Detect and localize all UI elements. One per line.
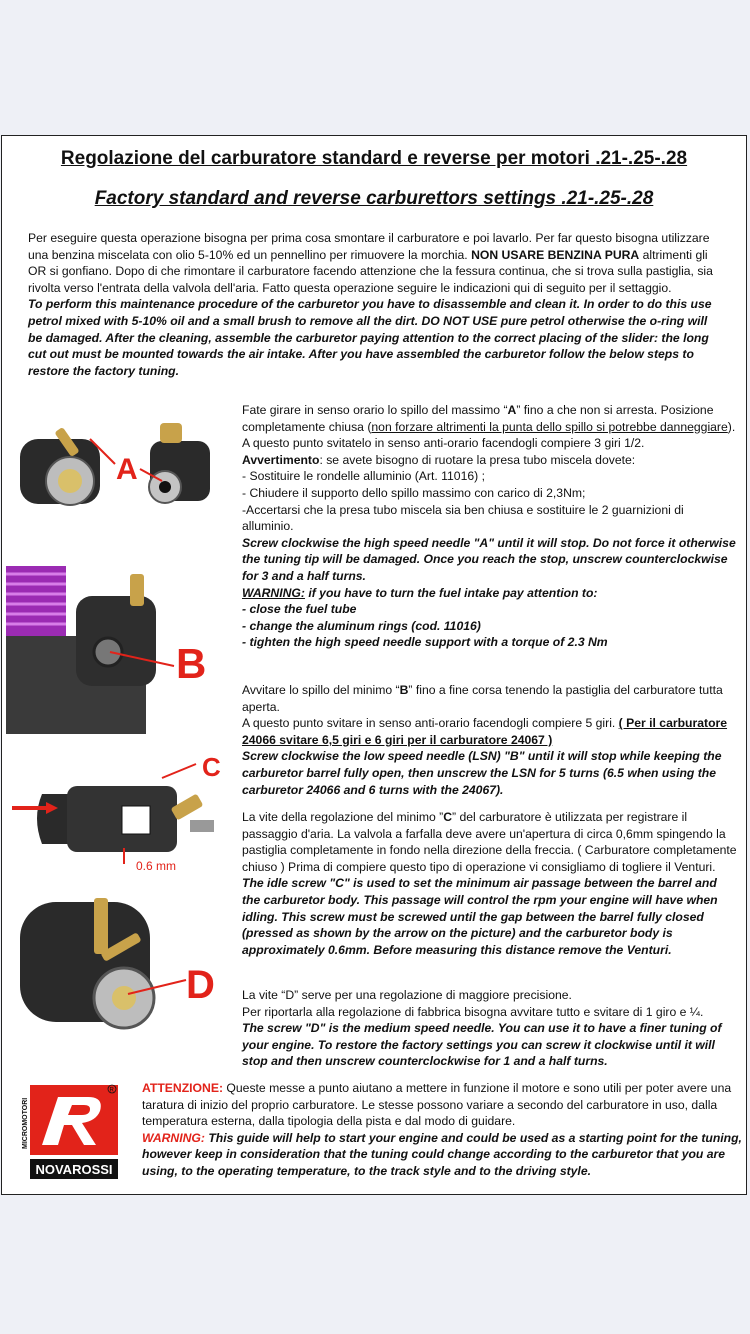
gap-measure-label: 0.6 mm (136, 859, 177, 873)
section-d-italian: La vite “D” serve per una regolazione di maggiore precisione. (242, 988, 572, 1002)
attention-section (142, 1080, 742, 1180)
section-d-english: The screw "D" is the medium speed needle. You can use it to have a finer tuning of your engine. To restore the factory settings you can screw it clockwise until it will stop and then unscrew counterclockwise for 1 and a half turns. (242, 1021, 722, 1069)
section-b-italian-2: A questo punto svitare in senso anti-orario facendogli compiere 5 giri. ( Per il carburatore 24066 svitare 6,5 giri e 6 giri per il carburatore 24067 ) (242, 716, 728, 747)
logo-brand-text: NOVAROSSI (35, 1162, 113, 1177)
section-c (242, 809, 738, 958)
warning-english-item: - close the fuel tube (242, 602, 357, 617)
figure-b-engine (6, 556, 236, 734)
section-b (242, 682, 738, 798)
warning-italian: Avvertimento: se avete bisogno di ruotare la presa tubo miscela dovete: (242, 452, 636, 467)
figure-c-carburetor (12, 748, 236, 874)
document-page (1, 135, 747, 1195)
warning-item: - Sostituire le rondelle alluminio (Art. 11016) ; (242, 469, 485, 484)
registered-mark: R (109, 1087, 114, 1094)
intro-italian: Per eseguire questa operazione bisogna per prima cosa smontare il carburatore e poi lavarlo. Per far questo bisogna utilizzare una benzina miscelata con olio 5-10% ed un pennellino per rimuovere la morchia. NON USARE BENZINA PURA altrimenti gli OR si gonfiano. Dopo di che rimontare il carburatore facendo attenzione che la fessura continua, che si trova sulla pastiglia, sia rivolta verso l'entrata della valvola dell'aria. Fatto questa operazione seguire le indicazioni qui di seguito per il settaggio. (28, 231, 713, 295)
warning-item: - Chiudere il supporto dello spillo massimo con carico di 2,3Nm; (242, 485, 586, 500)
section-b-english: Screw clockwise the low speed needle (LSN) "B" until it will stop while keeping the carburetor barrel fully open, then unscrew the LSN for 5 turns (6.5 when using the carburetor 24066 and 6 turns with the 24067). (242, 749, 722, 797)
novarossi-logo (18, 1079, 124, 1181)
section-d-italian-2: Per riportarla alla regolazione di fabbrica bisogna avvitare tutto e svitare di 1 giro e ¼. (242, 1004, 704, 1019)
label-d: D (186, 963, 215, 1007)
section-b-italian: Avvitare lo spillo del minimo “B” fino a fine corsa tenendo la pastiglia del carburatore tutta aperta. (242, 683, 723, 714)
figure-a-carburetors (10, 419, 236, 519)
attention-italian: ATTENZIONE: Queste messe a punto aiutano a mettere in funzione il motore e sono utili per poter avere una taratura di inizio del proprio carburatore. Le stesse possono variare a secondo del carburatore in uso, dalla temperatura esterna, dalla tipologia della pista e dal modo di guidare. (142, 1081, 732, 1129)
attention-english: WARNING: This guide will help to start your engine and could be used as a starting point for the tuning, however keep in consideration that the tuning could change according to the carburetor that you are using, to the operating temperature, to the track style and to the driving style. (142, 1130, 742, 1178)
logo-side-text: MICROMOTORI (22, 1097, 29, 1149)
section-c-italian: La vite della regolazione del minimo ”C” del carburatore è utilizzata per registrare il passaggio d'aria. La valvola a farfalla deve avere un'apertura di circa 0,6mm spingendo la pastiglia completamente in fondo nella direzione della freccia. ( Carburatore completamente chiuso ) Prima di compiere questo tipo di operazione vi consigliamo di togliere il Venturi. (242, 810, 737, 874)
label-c: C (202, 752, 221, 782)
label-b: B (176, 640, 207, 687)
warning-english: WARNING: if you have to turn the fuel intake pay attention to: (242, 585, 598, 600)
label-a: A (116, 453, 138, 486)
intro-section (28, 230, 724, 379)
figure-d-carburetor (16, 886, 236, 1036)
warning-item: -Accertarsi che la presa tubo miscela sia ben chiusa e sostituire le 2 guarnizioni di alluminio. (242, 502, 684, 534)
section-c-english: The idle screw "C" is used to set the minimum air passage between the barrel and the carburetor body. This passage will control the rpm your engine will have when idling. This screw must be screwed until the gap between the barrel fully closed (pressed as shown by the arrow on the picture) and the carburetor body is approximately 0.6mm. Before measuring this distance remove the Venturi. (242, 876, 718, 957)
warning-english-item: - tighten the high speed needle support with a torque of 2.3 Nm (242, 635, 608, 650)
section-d (242, 987, 738, 1070)
warning-english-item: - change the aluminum rings (cod. 11016) (242, 618, 481, 633)
section-a-italian: Fate girare in senso orario lo spillo del massimo “A” fino a che non si arresta. Posizione completamente chiusa (non forzare altrimenti la punta dello spillo si potrebbe danneggiare). A questo punto svitatelo in senso anti-orario facendogli compiere 3 giri 1/2. (242, 403, 736, 451)
title-english: Factory standard and reverse carburettors settings .21-.25-.28 (94, 188, 654, 209)
section-a (242, 402, 738, 651)
title-italian: Regolazione del carburatore standard e reverse per motori .21-.25-.28 (60, 148, 688, 169)
intro-english: To perform this maintenance procedure of the carburetor you have to disassemble and clean it. In order to do this use petrol mixed with 5-10% oil and a small brush to remove all the dirt. DO NOT USE pure petrol otherwise the o-ring will be damaged. After the cleaning, assemble the carburetor paying attention to the correct placing of the slider: the long cut out must be mounted towards the air intake. After you have assembled the carburetor follow the below steps to restore the factory tuning. (28, 297, 712, 378)
section-a-english: Screw clockwise the high speed needle "A" until it will stop. Do not force it otherwise the tuning tip will be damaged. Once you reach the stop, unscrew counterclockwise for 3 and a half turns. (242, 535, 736, 583)
